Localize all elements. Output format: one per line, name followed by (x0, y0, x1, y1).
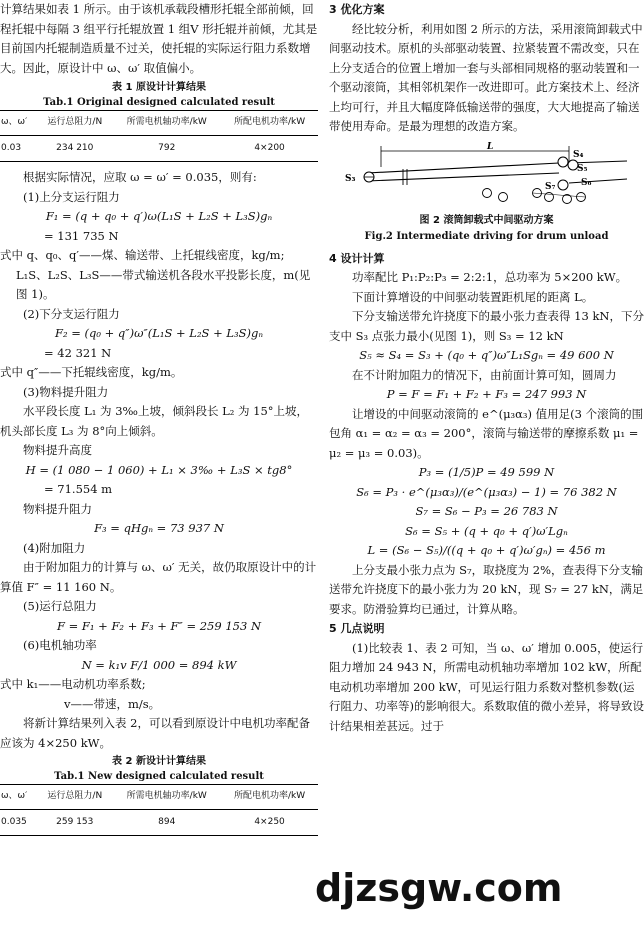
table1-cell: 234 210 (37, 135, 112, 162)
where-clause-q2: 式中 q″——下托辊线密度，kg/m。 (0, 365, 183, 379)
paragraph-basis: 根据实际情况，应取 ω = ω′ = 0.035，则有: (23, 170, 257, 184)
table2-row (0, 809, 318, 836)
table1-title-en: Tab.1 Original designed calculated result (43, 97, 275, 108)
table2-header-row (0, 785, 318, 810)
snub-drum-icon (558, 180, 568, 190)
paragraph-circumferential: 在不计附加阻力的情况下，由前面计算可知，圆周力 (352, 367, 617, 382)
table2-cell: 0.035 (0, 809, 37, 836)
paragraph-power-ratio: 功率配比 P₁:P₂:P₃ = 2:2:1，总功率为 5×200 kW。 (352, 270, 628, 284)
label-s7: S₇ (545, 181, 556, 192)
table1-cell: 792 (112, 135, 221, 162)
equation-s6b: S₆ = S₅ + (q + q₀ + q′)ω′Lgₙ (405, 523, 568, 538)
table2-title-en: Tab.1 New designed calculated result (54, 771, 264, 782)
section-4-heading: 4 设计计算 (329, 251, 385, 265)
table2-cell: 4×250 (221, 809, 318, 836)
paragraph-lengths: 水平段长度 L₁ 为 3‰上坡，倾斜段长 L₂ 为 15°上坡，机头部长度 L₃ 为 8°向上倾斜。 (0, 404, 309, 438)
table1-header-row (0, 111, 318, 136)
paragraph-check: 上分支最小张力点为 S₇，取挠度为 2%，查表得下分支输送带允许挠度下的最小张力为 20 kN，现 S₇ = 27 kN，满足要求。防滑验算均已通过，计算从略。 (329, 562, 644, 616)
table2-header: 所配电机功率/kW (221, 785, 318, 810)
right-column (329, 0, 644, 736)
table2-cell: 894 (112, 809, 221, 836)
table2-cell: 259 153 (37, 809, 112, 836)
equation-s7: S₇ = S₆ − P₃ = 26 783 N (415, 504, 558, 518)
table1-header: 所配电机功率/kW (221, 111, 318, 136)
heading-upper-resistance: (1)上分支运行阻力 (23, 189, 120, 204)
heading-motor-power: (6)电机轴功率 (23, 638, 97, 652)
idler-icon (499, 192, 508, 201)
label-s5: S₅ (577, 163, 588, 174)
equation-p3: P₃ = (1/5)P = 49 599 N (418, 465, 555, 479)
watermark-text: djzsgw.com (315, 866, 563, 910)
paragraph-optimization: 经比较分析，利用如图 2 所示的方法，采用滚筒卸载式中间驱动技术。原机的头部驱动装置、拉紧装置不需改变，只在上分支适合的位置上增加一套与头部相同规格的驱动装置和一个驱动滚筒，其相邻机架作一改进即可。此方案技术上、经济上均可行，并且大幅度降低输送带的强度，大大地提高了输送带使用寿命。是最为理想的改造方案。 (329, 21, 643, 133)
where-clause-k1: 式中 k₁——电动机功率系数; (0, 677, 146, 691)
paragraph-intro: 计算结果如表 1 所示。由于该机承载段槽形托辊全部前倾，回程托辊中每隔 3 组平行托辊放置 1 组V 形托辊并前倾，尤其是目前国内托辊制造质量不过关，使托辊的实际运行阻力系数增大。因此，原设计中 ω、ω′ 取值偏小。 (0, 2, 318, 75)
table1-row (0, 135, 318, 162)
heading-additional-resistance: (4)附加阻力 (23, 540, 86, 555)
paragraph-min-tension: 下分支输送带允许挠度下的最小张力查表得 13 kN，下分支中 S₃ 点张力最小(见图 1)，则 S₃ = 12 kN (329, 309, 644, 343)
heading-lift-resistance: (3)物料提升阻力 (23, 384, 109, 399)
heading-lower-resistance: (2)下分支运行阻力 (23, 306, 120, 321)
section-5-heading: 5 几点说明 (329, 622, 385, 635)
left-column (0, 0, 318, 836)
equation-f1-value: = 131 735 N (44, 228, 119, 243)
table2 (0, 784, 318, 836)
equation-p: P = F = F₁ + F₂ + F₃ = 247 993 N (386, 387, 587, 401)
equation-n: N = k₁v F/1 000 = 894 kW (81, 657, 237, 672)
paragraph-distance: 下面计算增设的中间驱动装置距机尾的距离 L。 (352, 289, 594, 304)
drive-drum-icon (558, 157, 568, 167)
table1-header: 运行总阻力/N (37, 111, 112, 136)
idler-icon (483, 188, 492, 197)
where-clause-l: L₁S、L₂S、L₃S——带式输送机各段水平投影长度，m(见图 1)。 (16, 267, 311, 301)
equation-s5: S₅ ≈ S₄ = S₃ + (q₀ + q″)ω″L₁Sgₙ = 49 600 N (359, 348, 614, 362)
label-s3: S₃ (345, 173, 356, 184)
figure-2 (329, 141, 644, 247)
table2-title-cn: 表 2 新设计计算结果 (112, 756, 206, 767)
paragraph-drum: 让增设的中间驱动滚筒的 e^(μ₃α₃) 值用足(3 个滚筒的围包角 α₁ = α₂ = α₃ = 200°，滚筒与输送带的摩擦系数 μ₁ = μ₂ = μ₃ = 0.03)。 (329, 406, 644, 460)
label-lift-resistance: 物料提升阻力 (23, 501, 92, 516)
equation-h: H = (1 080 − 1 060) + L₁ × 3‰ + L₃S × tg8° (25, 462, 293, 477)
equation-f2: F₂ = (q₀ + q″)ω″(L₁S + L₂S + L₃S)gₙ (54, 326, 264, 340)
equation-l: L = (S₆ − S₅)/((q + q₀ + q′)ω′gₙ) = 456 m (367, 543, 606, 557)
paragraph-additional: 由于附加阻力的计算与 ω、ω′ 无关，故仍取原设计中的计算值 F″ = 11 160 N。 (0, 560, 317, 594)
lower-belt-head (569, 179, 627, 183)
heading-total-resistance: (5)运行总阻力 (23, 599, 97, 613)
label-lift-height: 物料提升高度 (23, 443, 92, 457)
equation-s6: S₆ = P₃ · e^(μ₃α₃)/(e^(μ₃α₃) − 1) = 76 382 N (356, 484, 617, 499)
label-l: L (487, 141, 494, 152)
upper-belt (367, 163, 559, 173)
table1-cell: 4×200 (221, 135, 318, 162)
table1 (0, 110, 318, 162)
label-s6: S₆ (581, 177, 592, 188)
where-clause-v: v——带速，m/s。 (64, 696, 161, 711)
equation-f-total: F = F₁ + F₂ + F₃ + F″ = 259 153 N (56, 618, 262, 633)
equation-h-value: = 71.554 m (44, 482, 113, 496)
table1-cell: 0.03 (0, 135, 37, 162)
table1-header: 所需电机轴功率/kW (112, 111, 221, 136)
paragraph-notes: (1)比较表 1、表 2 可知，当 ω、ω′ 增加 0.005，使运行阻力增加 24 943 N，所需电动机轴功率增加 102 kW，所配电动机功率增加 200 kW，可见运行阻力系数对整机参数(运行阻力、功率等)的影响很大。系数取值的微小差异，将导致设计结果相差甚远。过于 (329, 640, 644, 733)
figure-2-caption-en: Fig.2 Intermediate driving for drum unload (364, 230, 609, 242)
label-s4: S₄ (573, 149, 584, 160)
equation-f2-value: = 42 321 N (44, 345, 112, 360)
table2-header: 运行总阻力/N (37, 785, 112, 810)
equation-f3: F₃ = qHgₙ = 73 937 N (94, 521, 224, 535)
lower-belt (367, 173, 559, 181)
table1-title-cn: 表 1 原设计计算结果 (112, 82, 206, 93)
table2-header: 所需电机轴功率/kW (112, 785, 221, 810)
section-3-heading: 3 优化方案 (329, 3, 385, 16)
table2-header: ω、ω′ (0, 785, 37, 810)
where-clause-q: 式中 q、q₀、q′——煤、输送带、上托辊线密度，kg/m; (0, 248, 285, 262)
figure-2-caption-cn: 图 2 滚筒卸载式中间驱动方案 (419, 214, 554, 226)
paragraph-new-result: 将新计算结果列入表 2，可以看到原设计中电机功率配备应该为 4×250 kW。 (0, 716, 310, 750)
equation-f1: F₁ = (q + q₀ + q′)ω(L₁S + L₂S + L₃S)gₙ (45, 209, 273, 223)
table1-header: ω、ω′ (0, 111, 37, 136)
